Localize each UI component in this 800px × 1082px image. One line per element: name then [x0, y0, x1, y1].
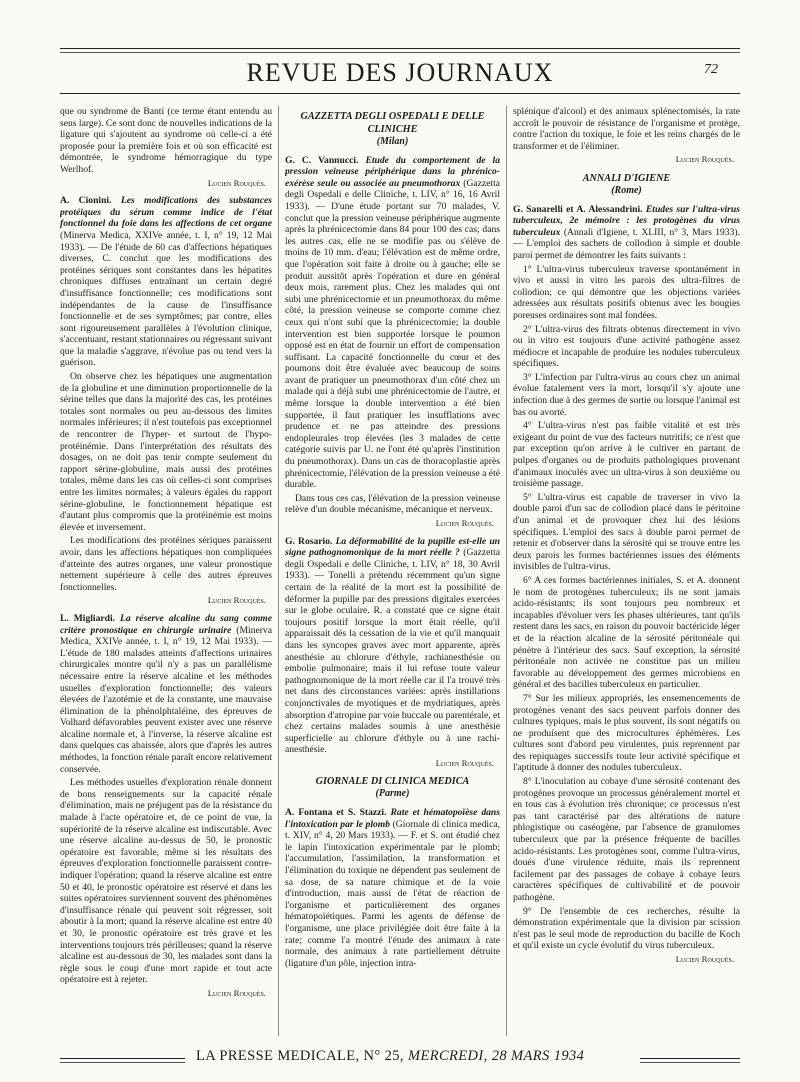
numbered-finding: 6° A ces formes bactériennes initiales, S. et A. donnent le nom de protogènes tuberculeux; ils ne sont jamais acido-résistants; ils sont toujours peu nombreux et incapables d'évoluer vers les phases ultérieures, tant qu'ils restent dans les sacs, en raison du pouvoir bactéricide léger et de la réaction alcaline de la sérosité péritonéale qui pénètre à l'intérieur des sacs. Sauf exception, la sérosité péritonéale non activée ne constitue pas un milieu favorable au développement des germes microbiens en général et des bacilles tuberculeux en particulier. — [513, 574, 740, 691]
article-authors: G. C. Vannucci. — [285, 154, 359, 166]
footer-date: MERCREDI, 28 MARS 1934 — [407, 1048, 585, 1064]
column-right — [513, 106, 740, 1036]
article-rosario — [285, 536, 500, 756]
article-title: Rate et hématopoïèse dans l'intoxication par le plomb — [285, 807, 500, 830]
section-heading: GIORNALE DI CLINICA MEDICA — [315, 776, 470, 788]
numbered-finding: 9° De l'ensemble de ces recherches, résulte la démonstration expérimentale que la division par scission n'est pas le seul mode de reproduction du bacille de Koch et qu'il existe un cycle évolutif du virus tuberculeux. — [513, 905, 740, 952]
column-separator — [278, 106, 279, 1036]
paragraph: Les méthodes usuelles d'exploration rénale donnent de bons renseignements sur la capacité rénale d'élimination, mais ne préjugent pas de la résistance du malade à l'acte opératoire et, de ce point de vue, la supériorité de la réserve alcaline est indiscutable. Avec une réserve alcaline au-dessus de 50, le pronostic opératoire est favorable, même si les résultats des épreuves d'exploration fonctionnelle paraissent contre-indiquer l'opération; quand la réserve alcaline est entre 50 et 40, le pronostic opératoire est réservé et dans les suites opératoires surviennent souvent des phénomènes d'insuffisance rénale qui peuvent soit régresser, soit aboutir à la mort; quand la réserve alcaline est entre 40 et 30, le pronostic opératoire est très grave et les interventions toujours très périlleuses; quand la réserve alcaline est au-dessous de 30, les malades sont dans la règle sous le coup d'une mort rapide et tout acte opératoire est à rejeter. — [60, 777, 272, 986]
footer-rule-right — [640, 1058, 740, 1059]
article-vannucci — [285, 155, 500, 491]
numbered-finding: 7° Sur les milieux appropriés, les ensemencements de protogènes venant des sacs peuvent parfois donner des cultures typiques, mais le plus souvent, ils sont négatifs ou ne produisent que des microcultures éphémères. Les cultures sont d'abord peu virulentes, puis reprennent par des repiquages successifs toute leur activité spécifique et l'aptitude à donner des nodules tuberculeux. — [513, 692, 740, 774]
article-authors: G. Rosario. — [285, 535, 333, 547]
section-city: (Milan) — [376, 136, 409, 147]
numbered-finding: 4° L'ultra-virus n'est pas faible vitalité et est très exigeant du point de vue des facteurs nutritifs; ce n'est que par exception qu'on arrive à le cultiver en partant de pulpes d'organes ou de produits pathologiques provenant d'animaux inoculés avec un ultra-virus à son deuxième ou troisième passage. — [513, 420, 740, 490]
section-heading: ANNALI D'IGIENE — [582, 172, 671, 184]
top-rule-thin — [60, 52, 740, 53]
paragraph: On observe chez les hépatiques une augmentation de la globuline et une diminution proportionnelle de la sérine telles que dans la majorité des cas, les protéines totales sont normales ou peu au-dessous des limites normales inférieures; il n'est toutefois pas exceptionnel de rencontrer de l'hyper- et surtout de l'hypo-protéinémie. Dans l'interprétation des résultats des dosages, on ne doit pas tenir compte seulement du rapport sérine-globuline, mais aussi des protéines totales, même dans les cas où celles-ci sont comprises entre les limites normales; à valeurs égales du rapport sérine-globuline, le fonctionnement hépatique est d'autant plus compromis que la protéinémie est moins élevée et inversement. — [60, 371, 272, 533]
column-left — [60, 106, 272, 1036]
article-body: (Minerva Medica, XXIVe année, t. I, n° 19, 12 Mai 1933). — De l'étude de 60 cas d'affections hépatiques diverses, C. conclut que les modifications des protéines sériques sont constantes dans les hépatites chroniques diffuses entraînant un certain degré d'insuffisance fonctionnelle; ces modifications sont indépendantes de la cause de l'insuffisance fonctionnelle et de ses symptômes; par contre, elles sont rigoureusement parallèles à l'évolution clinique, s'accentuant, restant stationnaires ou régressant suivant que la maladie s'aggrave, n'évolue pas ou tend vers la guérison. — [60, 229, 272, 369]
article-body: (Gazzetta degli Ospedali e delle Cliniche, t. LIV, n° 16, 16 Avril 1933). — D'une étude portant sur 70 malades, V. conclut que la pression veineuse périphérique augmente après la phrénicectomie dans 84 pour 100 des cas; dans les autres cas, elle ne se modifie pas ou s'élève de moins de 10 mm. d'eau; l'élévation est de même ordre, que l'opération soit faite à droite ou à gauche; elle se produit aussitôt après l'opération et dure en général deux mois, rarement plus. Chez les malades qui ont subi une phrénicectomie et un pneumothorax du même côté, la pression veineuse se comporte comme chez ceux qui n'ont subi que la phrénicectomie; la double intervention est bien supportée lorsque le poumon opposé est en état de fournir un effort de compensation suffisant. La capacité fonctionnelle du cœur et des poumons doit être évaluée avec beaucoup de soins avant de pratiquer un pneumothorax d'un côté chez un malade qui a déjà subi une phrénicectomie de l'autre, et même lorsque la double intervention a été bien supportée, il faut pratiquer les insufflations avec prudence et ne pas atteindre des pressions endopleurales trop élevées (les 3 malades de cette catégorie suivis par U. ne l'ont été qu'après l'institution du pneumothorax). Dans un cas de thoracoplastie après phrénicectomie, l'élévation de la pression veineuse a été durable. — [285, 177, 500, 491]
article-body: (Annali d'Igiene, t. XLIII, n° 3, Mars 1933). — L'emploi des sachets de collodion à simple et double paroi permet de démontrer les faits suivants : — [513, 226, 740, 261]
article-authors: L. Migliardi. — [60, 612, 116, 624]
section-heading: GAZZETTA DEGLI OSPEDALI E DELLE CLINICHE — [300, 111, 485, 135]
author-signature: Lucien Rouquès. — [435, 518, 494, 528]
page-number: 72 — [704, 62, 718, 77]
author-signature: Lucien Rouquès. — [675, 154, 734, 165]
footer-rule-right-thin — [640, 1062, 740, 1063]
running-header — [0, 58, 800, 88]
numbered-finding: 8° L'inoculation au cobaye d'une sérosité contenant des protogènes provoque un processus généralement mortel et en tous cas à évolution très chronique; ce processus n'est pas tant caractérisé par des altérations de nature phlogistique ou caséogène, par l'absence de granulomes tuberculeux que par la présence fréquente de bacilles acido-résistants. Les protogènes sont, comme l'ultra-virus, doués d'une virulence réduite, mais ils reprennent facilement par des passages de cobaye à cobaye leurs caractères spécifiques de cultivabilité et de pouvoir pathogène. — [513, 776, 740, 903]
author-signature: Lucien Rouquès. — [207, 595, 266, 606]
numbered-finding: 2° L'ultra-virus des filtrats obtenus directement in vivo ou in vitro est toujours d'une activité pathogène assez médiocre et incapable de produire les nodules tuberculeux spécifiques. — [513, 323, 740, 370]
numbered-finding: 5° L'ultra-virus est capable de traverser in vivo la double paroi d'un sac de collodion placé dans le péritoine d'un animal et de provoquer chez lui des lésions spécifiques. L'emploi des sacs à double paroi permet de retenir et d'observer dans la sérosité qui se trouve entre les deux parois les formes bactériennes issues des éléments invisibles de l'ultra-virus. — [513, 491, 740, 573]
article-authors: A. Fontana et S. Stazzi. — [285, 807, 387, 819]
footer-rule-left — [60, 1058, 185, 1059]
paragraph: que ou syndrome de Banti (ce terme étant entendu au sens large). Ce sont donc de nouvelles indications de la ligature qui s'ajoutent au syndrome où celle-ci a été proposée pour la première fois et où son efficacité est démontrée, le syndrome hémorragique du type Werlhof. — [60, 106, 272, 175]
paragraph: Les modifications des protéines sériques paraissent avoir, dans les affections hépatiques non compliquées d'atteinte des autres organes, une valeur pronostique nettement supérieure à celle des autres épreuves fonctionnelles. — [60, 535, 272, 593]
article-title: La déformabilité de la pupille est-elle un signe pathognomonique de la mort réelle ? — [285, 535, 500, 559]
article-sanarelli-alessandrini — [513, 204, 740, 262]
article-title: La réserve alcaline du sang comme critère pronostique en chirurgie urinaire — [60, 612, 272, 636]
article-title: Les modifications des substances protéiques du sérum comme indice de l'état fonctionnel du foie dans les affections de cet organe — [60, 195, 272, 230]
header-rule — [60, 93, 740, 94]
numbered-finding: 3° L'infection par l'ultra-virus au cours chez un animal évolue fatalement vers la mort, lorsqu'il s'y ajoute une infection due à des germes de sortie ou lorsque l'animal est bas ou avorté. — [513, 371, 740, 418]
paragraph: splénique d'alcool) et des animaux splénectomisés, la rate accroît le pouvoir de résistance de l'organisme et protège, contre l'action du toxique, le foie et les reins chargés de le transformer et de l'éliminer. — [513, 106, 740, 152]
paragraph: Dans tous ces cas, l'élévation de la pression veineuse relève d'un double mécanisme, mécanique et nerveux. — [285, 492, 500, 516]
article-body: (Minerva Medica, XXIVe année, t. I, n° 19, 12 Mai 1933). — L'étude de 180 malades atteints d'affections urinaires chirurgicales montre qu'il n'y a pas un parallélisme nécessaire entre la réserve alcaline et les méthodes usuelles d'exploration fonctionnelle; des valeurs élevées de l'azotémie et de la constante, une mauvaise élimination de la phénolphtaléine, des épreuves de Volhard défavorables peuvent exister avec une réserve alcaline normale et, à l'inverse, la réserve alcaline est dans quelques cas abaissée, alors que d'après les autres méthodes, la fonction rénale paraît encore relativement conservée. — [60, 624, 272, 775]
column-separator — [506, 106, 507, 1036]
article-title: Etudes sur l'ultra-virus tuberculeux, 2e mémoire : les protogènes du virus tuberculeux — [513, 203, 740, 238]
author-signature: Lucien Rouquès. — [675, 953, 734, 964]
column-middle — [285, 106, 500, 1036]
author-signature: Lucien Rouquès. — [207, 987, 266, 998]
article-migliardi — [60, 613, 272, 775]
numbered-finding: 1° L'ultra-virus tuberculeux traverse spontanément in vivo et aussi in vitro les parois des ultra-filtres de collodion; ce qui démontre que les objections variées adressées aux résultats positifs obtenus avec les bougies poreuses ordinaires sont mal fondées. — [513, 263, 740, 321]
article-body: (Giornale di clinica medica, t. XIV, n° 4, 20 Mars 1933). — F. et S. ont étudié chez le lapin l'intoxication expérimentale par le plomb; l'accumulation, l'assimilation, la transformation et l'élimination du toxique ne dépendent pas seulement de sa dose, de sa nature chimique et de la voie d'introduction, mais aussi de l'état de réaction de l'organisme et particulièrement des organes hématopoïétiques. Parmi les agents de défense de l'organisme, une place privilégiée doit être faite à la rate; comme l'a montré l'étude des animaux à rate normale, des animaux à rate partiellement détruite (ligature d'un pôle, injection intra- — [285, 818, 500, 969]
running-footer — [0, 1048, 800, 1072]
section-city: (Parme) — [375, 788, 410, 800]
top-rule — [60, 48, 740, 49]
footer-journal: LA PRESSE MEDICALE, N° 25, — [196, 1048, 404, 1064]
article-body: (Gazzetta degli Ospedali e delle Cliniche, t. LIV, n° 18, 30 Avril 1933). — Tonelli a prétendu récemment qu'un signe certain de la réalité de la mort est la possibilité de déformer la pupille par des pressions digitales exercées sur le globe oculaire. R. a constaté que ce signe était toujours positif lorsque la mort était réelle, qu'il apparaissait dès la cessation de la vie et qu'il manquait dans les syncopes graves avec mort apparente, après anesthésie au chlorure d'éthyle, rachianesthésie ou embolie pulmonaire; mais il lui refuse toute valeur pathognomonique de la mort réelle car il l'a trouvé très net dans des circonstances variées: après instillations conjonctivales de myotiques et de mydriatiques, après absorption d'atropine par voie buccale ou parentérale, et chez certains malades soumis à une anesthésie superficielle au chlorure d'éthyle ou à une rachi-anesthésie. — [285, 547, 500, 756]
footer-rule-left-thin — [60, 1062, 185, 1063]
article-authors: G. Sanarelli et A. Alessandrini. — [513, 203, 643, 215]
article-title: Etude du comportement de la pression veineuse périphérique dans la phrénico-exérèse seule ou associée au pneumothorax — [285, 154, 500, 189]
author-signature: Lucien Rouquès. — [435, 757, 494, 768]
article-authors: A. Cionini. — [60, 195, 112, 207]
article-cionini — [60, 195, 272, 369]
section-city: (Rome) — [611, 184, 642, 196]
author-signature: Lucien Rouquès. — [207, 177, 266, 188]
journal-section-title: REVUE DES JOURNAUX — [246, 58, 554, 87]
footer-text — [196, 1048, 584, 1065]
article-fontana-stazzi — [285, 807, 500, 969]
